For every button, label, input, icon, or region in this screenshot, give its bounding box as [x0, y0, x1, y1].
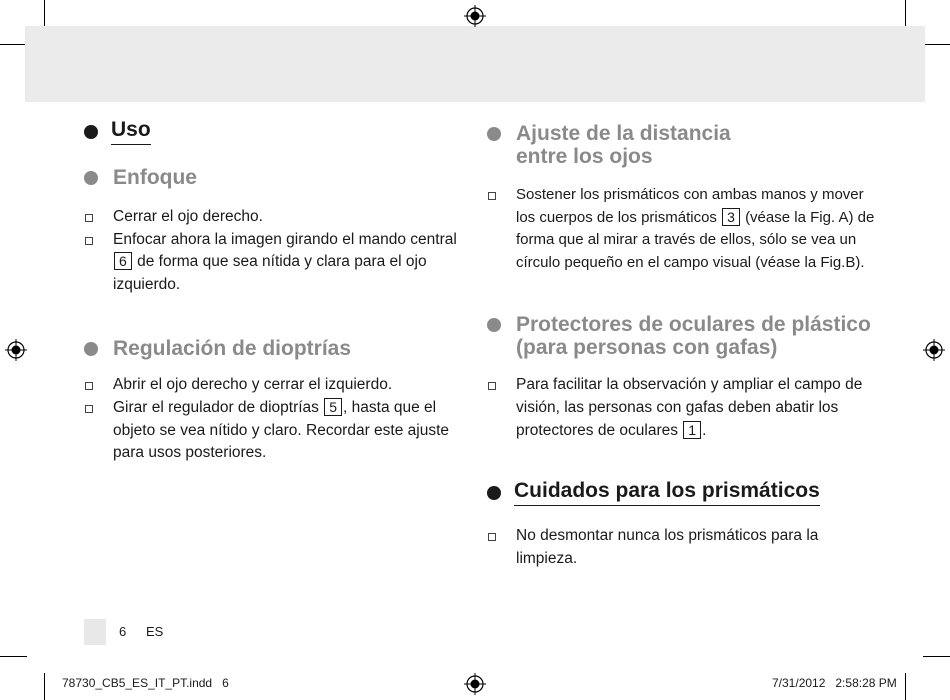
heading-line: entre los ojos	[516, 145, 653, 168]
list-item-text: No desmontar nunca los prismáticos para la limpieza.	[516, 527, 819, 567]
heading-line: (para personas con gafas)	[516, 336, 778, 360]
eyecups-heading-text	[516, 313, 871, 359]
crop-mark	[0, 656, 27, 657]
list-item	[84, 374, 474, 397]
distance-heading-text	[516, 122, 731, 168]
part-reference-box: 1	[683, 421, 701, 439]
part-reference-box: 3	[722, 208, 740, 226]
checkbox-square-icon	[85, 405, 93, 413]
part-reference-box: 6	[114, 252, 132, 270]
list-item-text: Abrir el ojo derecho y cerrar el izquierdo.	[113, 376, 393, 394]
bullet-dot-icon	[84, 125, 98, 139]
diopter-heading-text: Regulación de dioptrías	[113, 337, 352, 361]
section-title-uso	[84, 118, 474, 145]
bullet-dot-icon	[487, 486, 501, 500]
distance-list	[487, 184, 877, 274]
header-band	[25, 26, 925, 102]
checkbox-square-icon	[488, 533, 496, 541]
focus-heading	[84, 166, 474, 189]
page-number: 6	[119, 624, 127, 639]
list-item-text: Sostener los prismáticos con ambas manos y mover los cuerpos de los prismáticos	[516, 186, 864, 226]
registration-mark-icon	[464, 5, 486, 27]
list-item	[487, 184, 877, 274]
part-reference-box: 5	[324, 398, 342, 416]
crop-mark	[905, 0, 906, 27]
care-heading-text: Cuidados para los prismáticos	[514, 479, 820, 506]
registration-mark-icon	[464, 673, 486, 695]
list-item	[84, 397, 474, 465]
registration-mark-icon	[5, 339, 27, 361]
crop-mark	[923, 656, 950, 657]
list-item-text: Enfocar ahora la imagen girando el mando central	[113, 230, 457, 248]
list-item-text: .	[702, 421, 707, 439]
list-item-text: de forma que sea nítida y clara para el ojo izquierdo.	[113, 253, 427, 293]
list-item	[84, 206, 474, 229]
language-code: ES	[146, 624, 164, 639]
list-item-text: Girar el regulador de dioptrías	[113, 398, 319, 416]
right-column	[487, 118, 877, 570]
eyecups-list	[487, 374, 877, 442]
diopter-heading	[84, 337, 474, 360]
list-item-text: Cerrar el ojo derecho.	[113, 208, 263, 225]
crop-mark	[44, 0, 45, 27]
checkbox-square-icon	[488, 192, 496, 200]
left-column	[84, 118, 474, 465]
list-item	[84, 229, 474, 297]
eyecups-heading	[487, 313, 877, 359]
checkbox-square-icon	[85, 237, 93, 245]
bullet-dot-icon	[84, 342, 98, 356]
page-tab-marker	[84, 619, 106, 645]
heading-line: Protectores de oculares de plástico	[516, 313, 871, 337]
list-item-text: (véase la Fig. A) de forma que al mirar a través de ellos, sólo se vea un círculo pequeño en el campo visual (véase la Fig.B).	[516, 208, 875, 271]
heading-line: Ajuste de la distancia	[516, 122, 731, 145]
focus-list	[84, 206, 474, 296]
list-item-text: , hasta que el objeto se vea nítido y claro. Recordar este ajuste para usos posteriores.	[113, 398, 450, 462]
crop-mark	[44, 673, 45, 700]
slug-filename: 78730_CB5_ES_IT_PT.indd 6	[62, 676, 229, 690]
section-title-text: Uso	[111, 118, 151, 145]
registration-mark-icon	[923, 339, 945, 361]
bullet-dot-icon	[487, 318, 501, 332]
crop-mark	[923, 44, 950, 45]
bullet-dot-icon	[84, 171, 98, 185]
care-list	[487, 525, 877, 570]
checkbox-square-icon	[85, 214, 93, 222]
list-item	[487, 525, 877, 570]
list-item	[487, 374, 877, 442]
distance-heading	[487, 122, 877, 168]
crop-mark	[905, 673, 906, 700]
crop-mark	[0, 44, 27, 45]
bullet-dot-icon	[487, 127, 501, 141]
checkbox-square-icon	[85, 382, 93, 390]
list-item-text: Para facilitar la observación y ampliar el campo de visión, las personas con gafas deben abatir los protectores de oculares	[516, 376, 863, 439]
focus-heading-text: Enfoque	[113, 166, 197, 189]
diopter-list	[84, 374, 474, 464]
slug-timestamp: 7/31/2012 2:58:28 PM	[772, 676, 897, 690]
care-heading	[487, 479, 877, 506]
checkbox-square-icon	[488, 382, 496, 390]
